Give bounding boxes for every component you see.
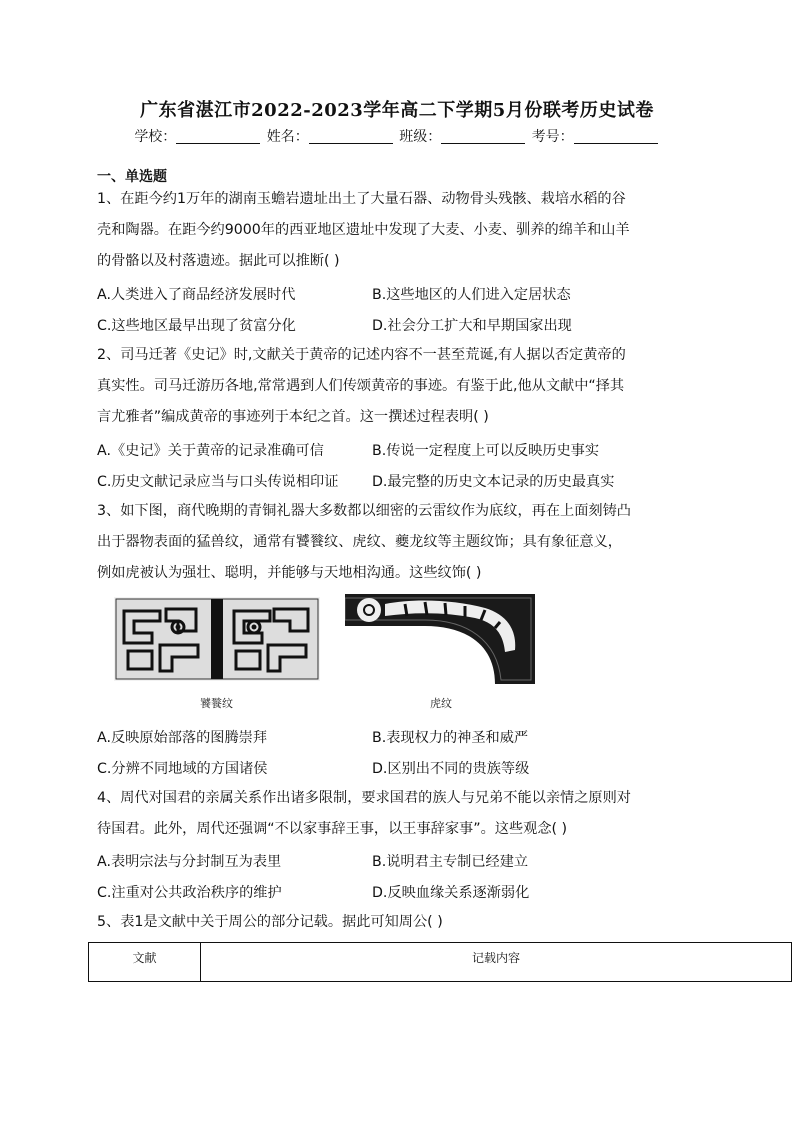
student-info-line	[0, 126, 794, 146]
q1-option-c[interactable]: C.这些地区最早出现了贫富分化	[97, 318, 296, 334]
q3-line-3: 例如虎被认为强壮、聪明，并能够与天地相沟通。这些纹饰( )	[97, 565, 482, 581]
q2-option-a[interactable]: A.《史记》关于黄帝的记录准确可信	[97, 443, 324, 459]
q3-option-d[interactable]: D.区别出不同的贵族等级	[372, 761, 530, 777]
q4-line-2: 待国君。此外，周代还强调“不以家事辞王事，以王事辞家事”。这些观念( )	[97, 821, 568, 837]
school-label: 学校：	[134, 129, 177, 145]
tiger-pattern-image	[345, 594, 535, 684]
class-blank[interactable]	[441, 129, 525, 144]
q4-option-a[interactable]: A.表明宗法与分封制互为表里	[97, 854, 282, 870]
exam-no-blank[interactable]	[574, 129, 658, 144]
page-title: 广东省湛江市2022-2023学年高二下学期5月份联考历史试卷	[140, 100, 654, 121]
q2-line-3: 言尤雅者”编成黄帝的事迹列于本纪之首。这一撰述过程表明( )	[97, 409, 489, 425]
q2-line-1: 2、司马迁著《史记》时,文献关于黄帝的记述内容不一甚至荒诞,有人据以否定黄帝的	[97, 347, 626, 363]
q3-line-2: 出于器物表面的猛兽纹，通常有饕餮纹、虎纹、夔龙纹等主题纹饰；具有象征意义，	[97, 534, 622, 550]
table-header-document: 文献	[89, 943, 201, 981]
table-header-content: 记载内容	[471, 951, 520, 965]
q1-option-a[interactable]: A.人类进入了商品经济发展时代	[97, 287, 296, 303]
taotie-caption: 饕餮纹	[200, 697, 233, 710]
class-label: 班级：	[399, 129, 442, 145]
q4-option-d[interactable]: D.反映血缘关系逐渐弱化	[372, 885, 530, 901]
q1-option-b[interactable]: B.这些地区的人们进入定居状态	[372, 287, 571, 303]
q2-line-2: 真实性。司马迁游历各地,常常遇到人们传颂黄帝的事迹。有鉴于此,他从文献中“择其	[97, 378, 625, 394]
q3-option-c[interactable]: C.分辨不同地域的方国诸侯	[97, 761, 268, 777]
q4-option-b[interactable]: B.说明君主专制已经建立	[372, 854, 529, 870]
q1-option-d[interactable]: D.社会分工扩大和早期国家出现	[372, 318, 572, 334]
name-blank[interactable]	[309, 129, 393, 144]
q4-option-c[interactable]: C.注重对公共政治秩序的维护	[97, 885, 282, 901]
school-blank[interactable]	[176, 129, 260, 144]
q4-line-1: 4、周代对国君的亲属关系作出诸多限制，要求国君的族人与兄弟不能以亲情之原则对	[97, 790, 631, 806]
q3-option-b[interactable]: B.表现权力的神圣和威严	[372, 730, 529, 746]
tiger-caption: 虎纹	[430, 697, 452, 710]
q3-option-a[interactable]: A.反映原始部落的图腾崇拜	[97, 730, 268, 746]
section-heading: 一、单选题	[97, 169, 167, 185]
q5-table	[88, 942, 792, 982]
exam-no-label: 考号：	[531, 129, 574, 145]
name-label: 姓名：	[266, 129, 309, 145]
q3-line-1: 3、如下图，商代晚期的青铜礼器大多数都以细密的云雷纹作为底纹，再在上面刻铸凸	[97, 503, 631, 519]
q5-line-1: 5、表1是文献中关于周公的部分记载。据此可知周公( )	[97, 914, 443, 930]
q2-option-d[interactable]: D.最完整的历史文本记录的历史最真实	[372, 474, 615, 490]
q1-line-3: 的骨骼以及村落遗迹。据此可以推断( )	[97, 253, 340, 269]
q2-option-b[interactable]: B.传说一定程度上可以反映历史事实	[372, 443, 600, 459]
q1-line-2: 壳和陶器。在距今约9000年的西亚地区遗址中发现了大麦、小麦、驯养的绵羊和山羊	[97, 222, 630, 238]
taotie-pattern-image	[114, 597, 320, 681]
q2-option-c[interactable]: C.历史文献记录应当与口头传说相印证	[97, 474, 339, 490]
q1-line-1: 1、在距今约1万年的湖南玉蟾岩遗址出土了大量石器、动物骨头残骸、栽培水稻的谷	[97, 191, 626, 207]
